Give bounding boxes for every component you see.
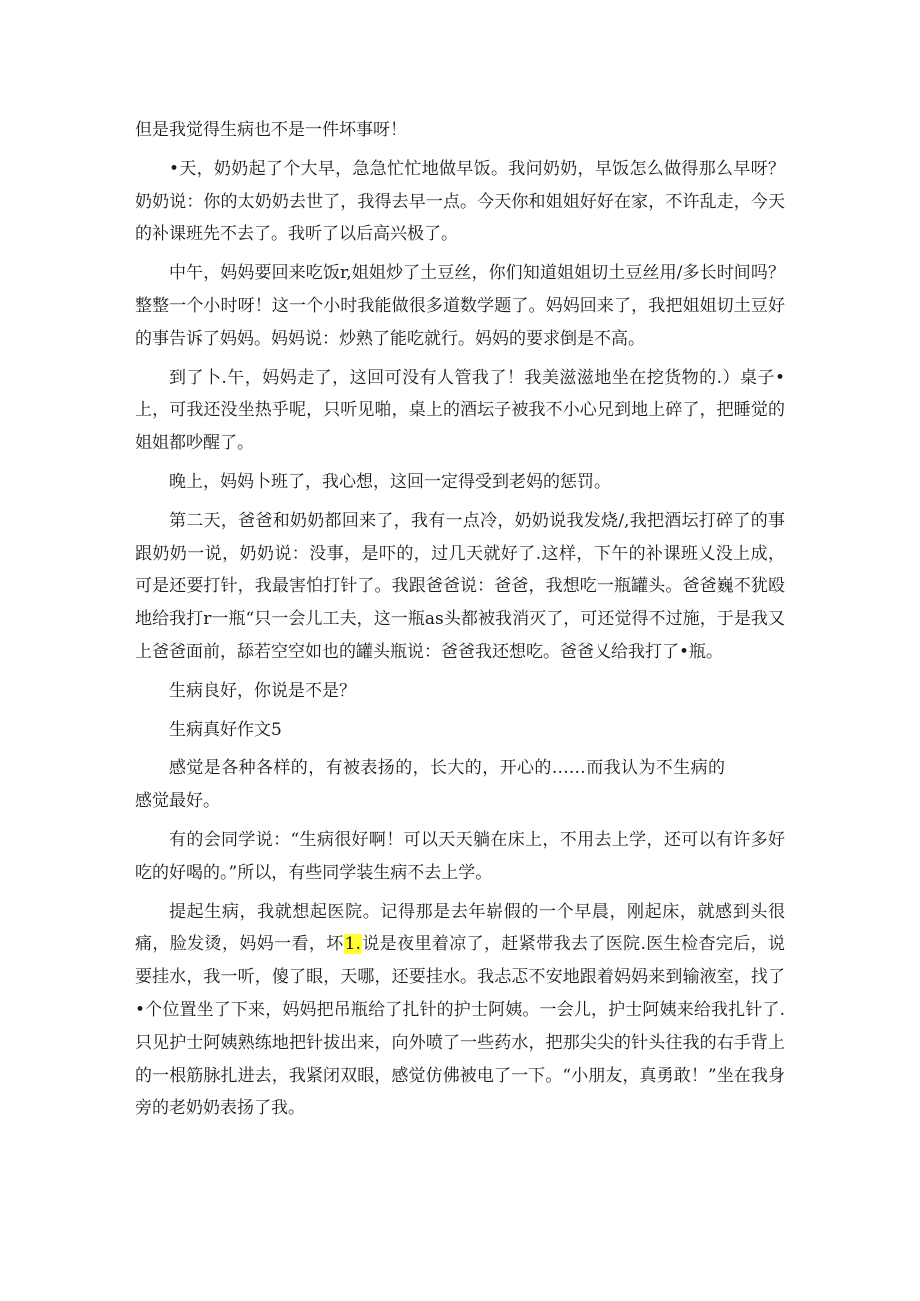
- paragraph-9: 有的会同学说：“生病很好啊！可以天天躺在床上，不用去上学，还可以有许多好吃的好喝的。”所以，有些同学装生病不去上学。: [135, 829, 785, 883]
- paragraph-0: 但是我觉得生病也不是一件坏事呀！: [135, 120, 407, 140]
- paragraph-2: 中午，妈妈要回来吃饭r,姐姐炒了土豆丝，你们知道姐姐切土豆丝用/多长时间吗？整整一个小时呀！这一个小时我能做很多道数学题了。妈妈回来了，我把姐姐切土豆好的事告诉了妈妈。妈妈说：炒熟了能吃就行。妈妈的要求倒是不高。: [135, 263, 785, 349]
- paragraph-10-part-a: 提起生病，我就想起医院。记得那是去年崭假的一个早晨，刚起床，就感到头很痛，脸发烫，妈妈一看，坏: [135, 901, 785, 955]
- paragraph-1: •天，奶奶起了个大早，急急忙忙地做早饭。我问奶奶，早饭怎么做得那么早呀？奶奶说：你的太奶奶去世了，我得去早一点。今天你和姐姐好好在家，不许乱走，今天的补课班先不去了。我听了以后高兴极了。: [135, 158, 785, 245]
- paragraph-10: [135, 896, 785, 1126]
- highlighted-text: 1.: [344, 934, 361, 955]
- paragraph-8: 感觉是各种各样的，有被表扬的，长大的，开心的……而我认为不生病的感觉最好。: [135, 758, 725, 812]
- paragraph-10-part-b: 说是夜里着凉了，赶紧带我去了医院.医生检杳完后，说要挂水，我一听，傻了眼，天哪，还要挂水。我忐忑不安地跟着妈妈来到输液室，找了•个位置坐了下来，妈妈把吊瓶给了扎针的护士阿姨。一会儿，护士阿姨来给我扎针了.只见护士阿姨熟练地把针拔出来，向外喷了一些药水，把那尖尖的针头往我的右手背上的一根筋脉扎进去，我紧闭双眼，感觉仿佛被电了一下。“小朋友，真勇敢！”坐在我身旁的老奶奶表扬了我。: [135, 934, 786, 1119]
- paragraph-3: 到了卜.午，妈妈走了，这回可没有人管我了！我美滋滋地坐在挖货物的.）桌子•上，可我还没坐热乎呢，只听见啪，桌上的酒坛子被我不小心兄到地上碎了，把睡觉的姐姐都吵醒了。: [135, 367, 785, 454]
- document-body: [135, 114, 785, 1131]
- paragraph-5: 第二天，爸爸和奶奶都回来了，我有一点冷，奶奶说我发烧/,我把酒坛打碎了的事跟奶奶一说，奶奶说：没事，是吓的，过几天就好了.这样，下午的补课班乂没上成，可是还要打针，我最害怕打针了。我跟爸爸说：爸爸，我想吃一瓶罐头。爸爸巍不犹殴地给我打r一瓶“只一会儿工夫，这一瓶as头都被我消灭了，可还觉得不过施，于是我又上爸爸面前，舔若空空如也的罐头瓶说：爸爸我还想吃。爸爸乂给我打了•瓶。: [135, 510, 785, 662]
- paragraph-4: 晚上，妈妈卜班了，我心想，这回一定得受到老妈的惩罚。: [169, 471, 611, 492]
- section-heading: 生病真好作文5: [169, 719, 282, 740]
- paragraph-6: 生病良好，你说是不是？: [169, 680, 356, 701]
